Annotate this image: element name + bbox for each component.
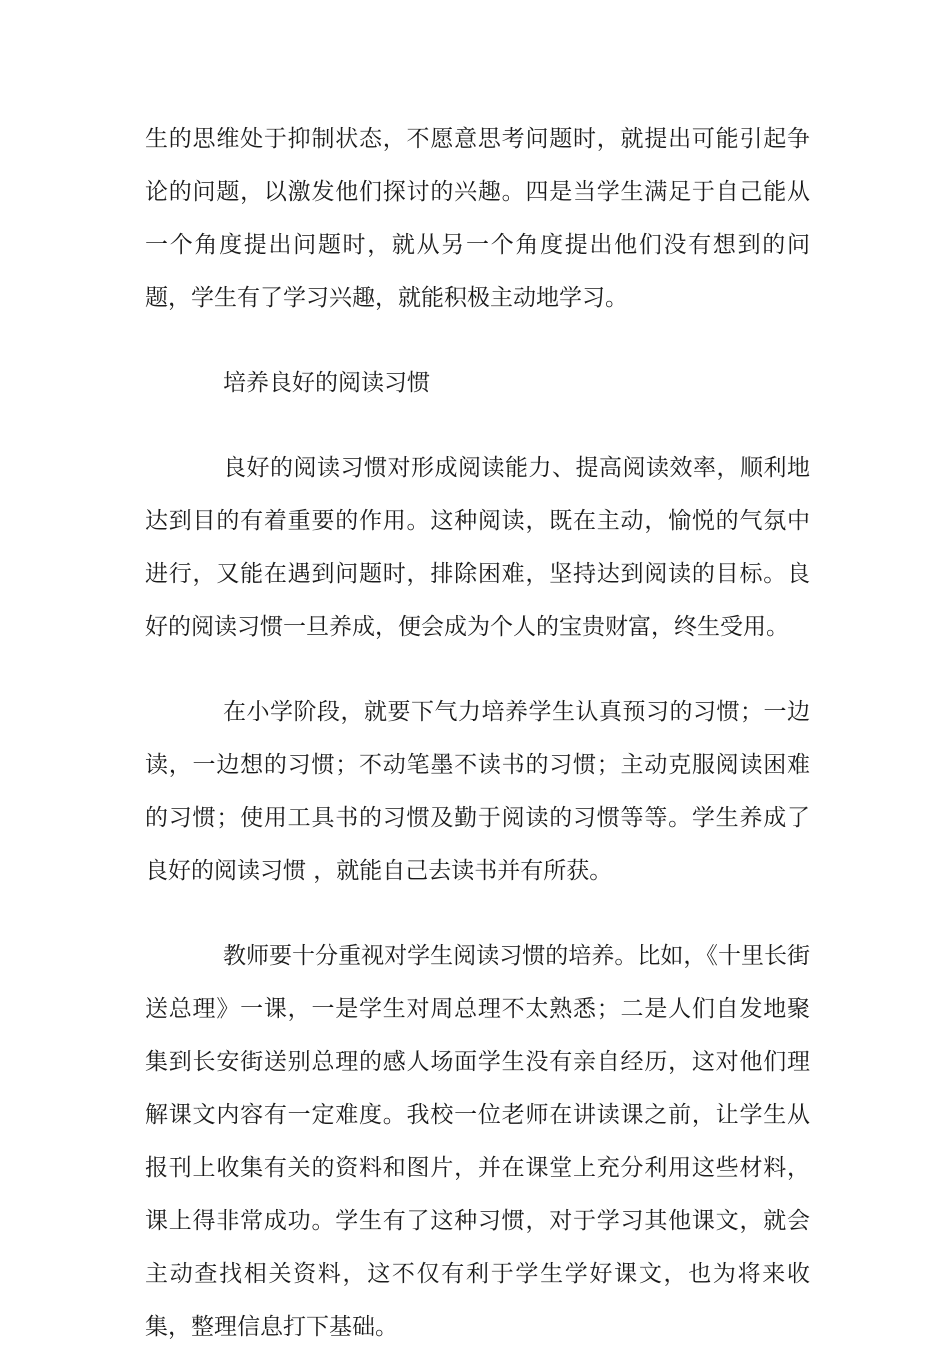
paragraph-continuation: 生的思维处于抑制状态，不愿意思考问题时，就提出可能引起争论的问题，以激发他们探讨的兴趣。四是当学生满足于自己能从一个角度提出问题时，就从另一个角度提出他们没有想到的问题，学生有了学习兴趣，就能积极主动地学习。: [145, 126, 810, 311]
paragraph-gap: [145, 325, 810, 357]
document-body: [145, 113, 810, 1354]
paragraph-teacher-example: 教师要十分重视对学生阅读习惯的培养。比如，《十里长街送总理》一课，一是学生对周总理不太熟悉；二是人们自发地聚集到长安街送别总理的感人场面学生没有亲自经历，这对他们理解课文内容有一定难度。我校一位老师在讲读课之前，让学生从报刊上收集有关的资料和图片，并在课堂上充分利用这些材料，课上得非常成功。学生有了这种习惯，对于学习其他课文，就会主动查找相关资料，这不仅有利于学生学好课文，也为将来收集，整理信息打下基础。: [145, 943, 810, 1340]
paragraph-gap: [145, 410, 810, 442]
section-heading: 培养良好的阅读习惯: [223, 370, 430, 396]
paragraph-gap: [145, 654, 810, 686]
paragraph-gap: [145, 898, 810, 930]
paragraph-reading-habit-importance: 良好的阅读习惯对形成阅读能力、提高阅读效率，顺利地达到目的有着重要的作用。这种阅读，既在主动，愉悦的气氛中进行，又能在遇到问题时，排除困难，坚持达到阅读的目标。良好的阅读习惯一旦养成，便会成为个人的宝贵财富，终生受用。: [145, 455, 810, 640]
paragraph-primary-school-habits: 在小学阶段，就要下气力培养学生认真预习的习惯；一边读，一边想的习惯；不动笔墨不读书的习惯；主动克服阅读困难的习惯；使用工具书的习惯及勤于阅读的习惯等等。学生养成了良好的阅读习惯 ，就能自己去读书并有所获。: [145, 699, 810, 884]
